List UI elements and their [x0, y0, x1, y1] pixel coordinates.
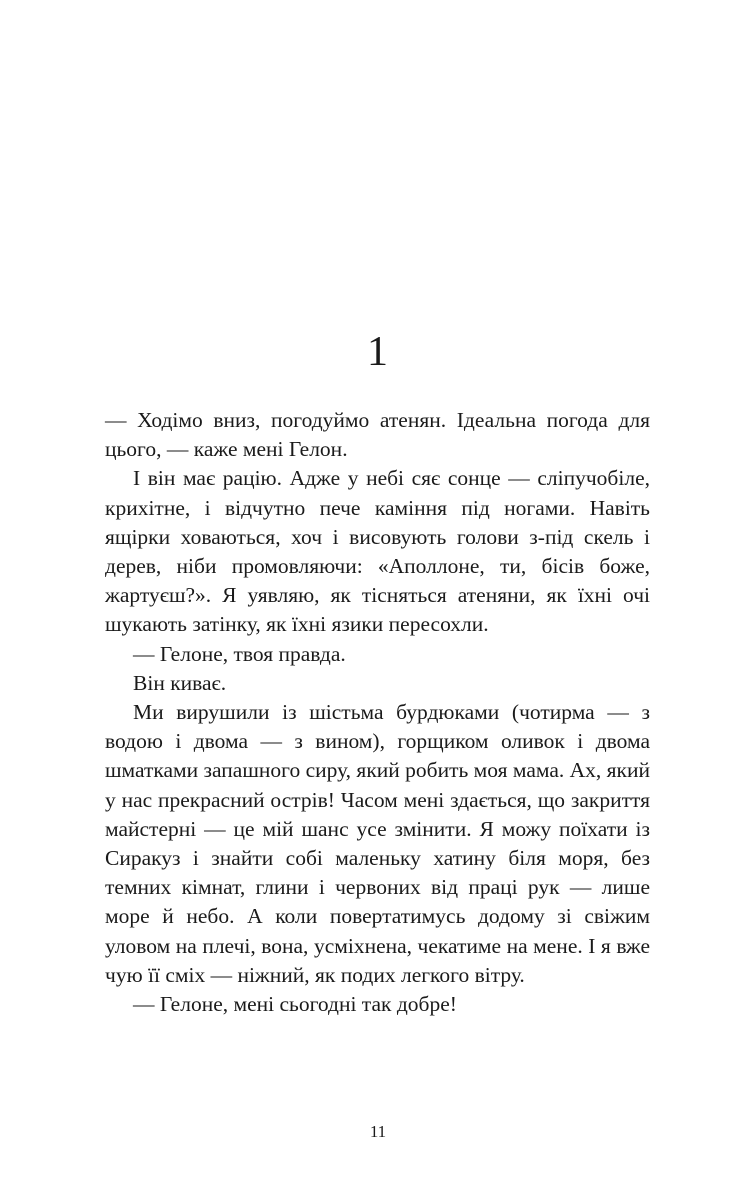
paragraph: — Гелоне, мені сьогодні так добре! — [133, 992, 457, 1017]
paragraph: — Гелоне, твоя правда. — [133, 641, 346, 666]
chapter-number: 1 — [367, 329, 389, 375]
page-number: 11 — [369, 1122, 387, 1141]
paragraph: Він киває. — [133, 670, 227, 695]
paragraph: — Ходімо вниз, погодуймо атенян. Ідеальна погода для цього, — каже мені Гелон. — [105, 408, 650, 462]
chapter-body — [105, 406, 650, 1019]
paragraph: Ми вирушили із шістьма бурдюками (чотирма — з водою і двома — з вином), горщиком оливок і двома шматками запашного сиру, який робить моя мама. Ах, який у нас прекрасний острів! Часом мені здається, що закриття майстерні — це мій шанс усе змінити. Я можу поїхати із Сиракуз і знайти собі маленьку хатину біля моря, без темних кімнат, глини і червоних від праці рук — лише море й небо. А коли повертатимусь додому зі свіжим уловом на плечі, вона, усміхнена, чекатиме на мене. І я вже чую її сміх — ніжний, як подих легкого вітру. — [105, 700, 651, 987]
paragraph: І він має рацію. Адже у небі сяє сонце — сліпучобіле, крихітне, і відчутно пече каміння під ногами. Навіть ящірки ховаються, хоч і висовують голови з-під скель і дерев, ніби промовляючи: «Аполлоне, ти, бісів боже, жартуєш?». Я уявляю, як тісняться атеняни, як їхні очі шукають затінку, як їхні язики пересохли. — [105, 466, 650, 637]
